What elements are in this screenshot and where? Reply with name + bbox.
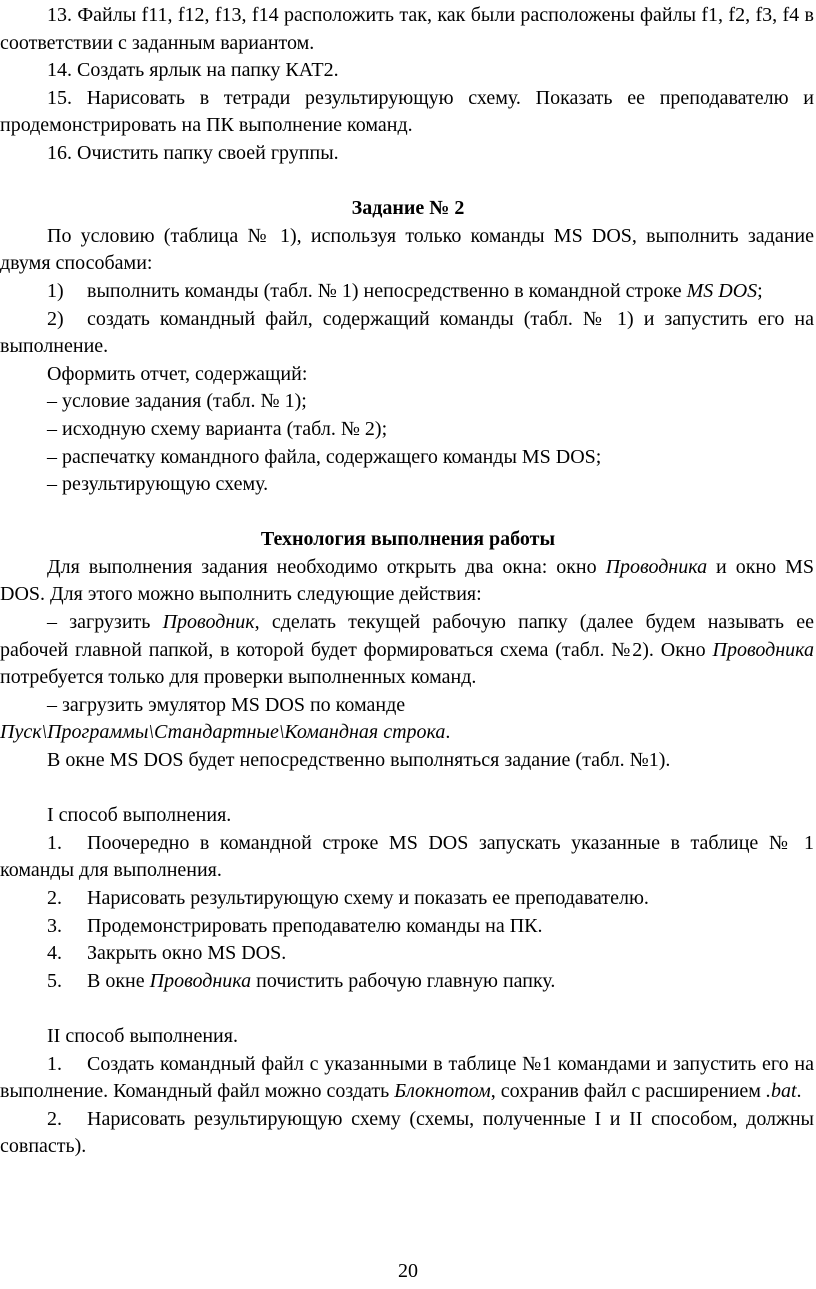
technology-paragraph-3: – загрузить эмулятор MS DOS по команде [47,693,406,716]
report-item: – исходную схему варианта (табл. № 2); [47,417,388,440]
list-item-14: 14. Создать ярлык на папку КАТ2. [47,59,339,82]
way-2-text: создать командный файл, содержащий команды (табл. № 1) и запустить его на выполнение. [0,307,814,358]
method-2-step-2 [0,1106,816,1161]
italic-run: Блокнотом [394,1080,491,1103]
step-text: . [796,1080,802,1103]
step-text: Нарисовать результирующую схему (схемы, полученные I и II способом, должны совпасть). [0,1107,814,1158]
step-text: Поочередно в командной строке MS DOS запускать указанные в таблице № 1 команды для выполнения. [0,831,814,882]
text-run: потребуется только для проверки выполненных команд. [0,666,477,689]
list-item-16: 16. Очистить папку своей группы. [47,141,339,164]
list-item-15: 15. Нарисовать в тетради результирующую схему. Показать ее преподавателю и продемонстрировать на ПК выполнение команд. [0,86,814,137]
technology-path [0,719,816,747]
report-item: – результирующую схему. [47,473,269,496]
text-run: – загрузить [47,611,163,634]
text-run: и окно MS DOS. Для этого можно выполнить следующие действия: [0,555,814,606]
method-1-step-2 [0,885,816,913]
italic-run: Проводника [712,638,814,661]
task2-intro: По условию (таблица № 1), используя только команды MS DOS, выполнить задание двумя способами: [0,224,814,275]
technology-heading: Технология выполнения работы [260,528,556,551]
text-run: , сделать текущей рабочую папку (далее будем называть ее рабочей главной папкой, в которой будет формироваться схема (табл. №2). Окно [0,611,814,661]
task2-way-1 [0,278,816,306]
step-text: В окне [87,969,150,992]
task2-way-2 [0,306,816,361]
way-1-italic: MS DOS [686,279,758,302]
step-text: Нарисовать результирующую схему и показать ее преподавателю. [87,887,649,909]
report-intro: Оформить отчет, содержащий: [47,362,308,385]
italic-run: Проводник [162,611,255,634]
step-number: 2. [47,887,62,909]
menu-path: Пуск\Программы\Стандартные\Командная строка [0,721,446,744]
way-1-text: выполнить команды (табл. № 1) непосредственно в командной строке [87,279,682,302]
step-text: , сохранив файл с расширением [490,1080,766,1103]
step-text: Создать командный файл с указанными в таблице №1 командами и запустить его на выполнение. Командный файл можно создать [0,1052,814,1103]
technology-paragraph-4: В окне MS DOS будет непосредственно выполняться задание (табл. №1). [47,749,671,772]
step-text: Продемонстрировать преподавателю команды на ПК. [87,914,543,937]
method-2-step-1 [0,1051,816,1106]
technology-paragraph-1 [0,554,816,609]
page-number: 20 [398,1260,418,1282]
step-number: 3. [47,914,62,937]
spacer [0,499,816,527]
step-number: 5. [47,969,62,992]
text-run: . [445,721,451,744]
task2-heading: Задание № 2 [351,197,465,220]
method-2-title: II способ выполнения. [47,1024,238,1047]
technology-paragraph-2 [0,609,816,692]
italic-run: .bat [765,1080,797,1103]
step-number: 1. [47,831,62,854]
step-text: почистить рабочую главную папку. [251,969,556,992]
step-number: 4. [47,942,62,965]
method-1-step-4 [0,940,816,968]
spacer [0,775,816,803]
method-1-step-5 [0,968,816,996]
italic-run: Проводника [149,969,252,992]
way-2-number: 2) [47,307,64,330]
step-number: 1. [47,1052,62,1075]
method-1-title: I способ выполнения. [47,804,232,827]
method-1-step-1 [0,830,816,885]
report-item: – условие задания (табл. № 1); [47,390,307,413]
method-1-step-3 [0,913,816,941]
report-item: – распечатку командного файла, содержащего команды MS DOS; [47,445,602,468]
text-run: Для выполнения задания необходимо открыть два окна: окно [47,555,606,578]
step-number: 2. [47,1107,62,1130]
list-item-13: 13. Файлы f11, f12, f13, f14 расположить так, как были расположены файлы f1, f2, f3, f4 в соответствии с заданным вариантом. [0,4,814,54]
italic-run: Проводника [605,555,708,578]
step-text: Закрыть окно MS DOS. [87,942,287,965]
way-1-end: ; [757,279,763,302]
document-page [0,2,816,1161]
spacer [0,168,816,196]
spacer [0,995,816,1023]
way-1-number: 1) [47,279,64,302]
